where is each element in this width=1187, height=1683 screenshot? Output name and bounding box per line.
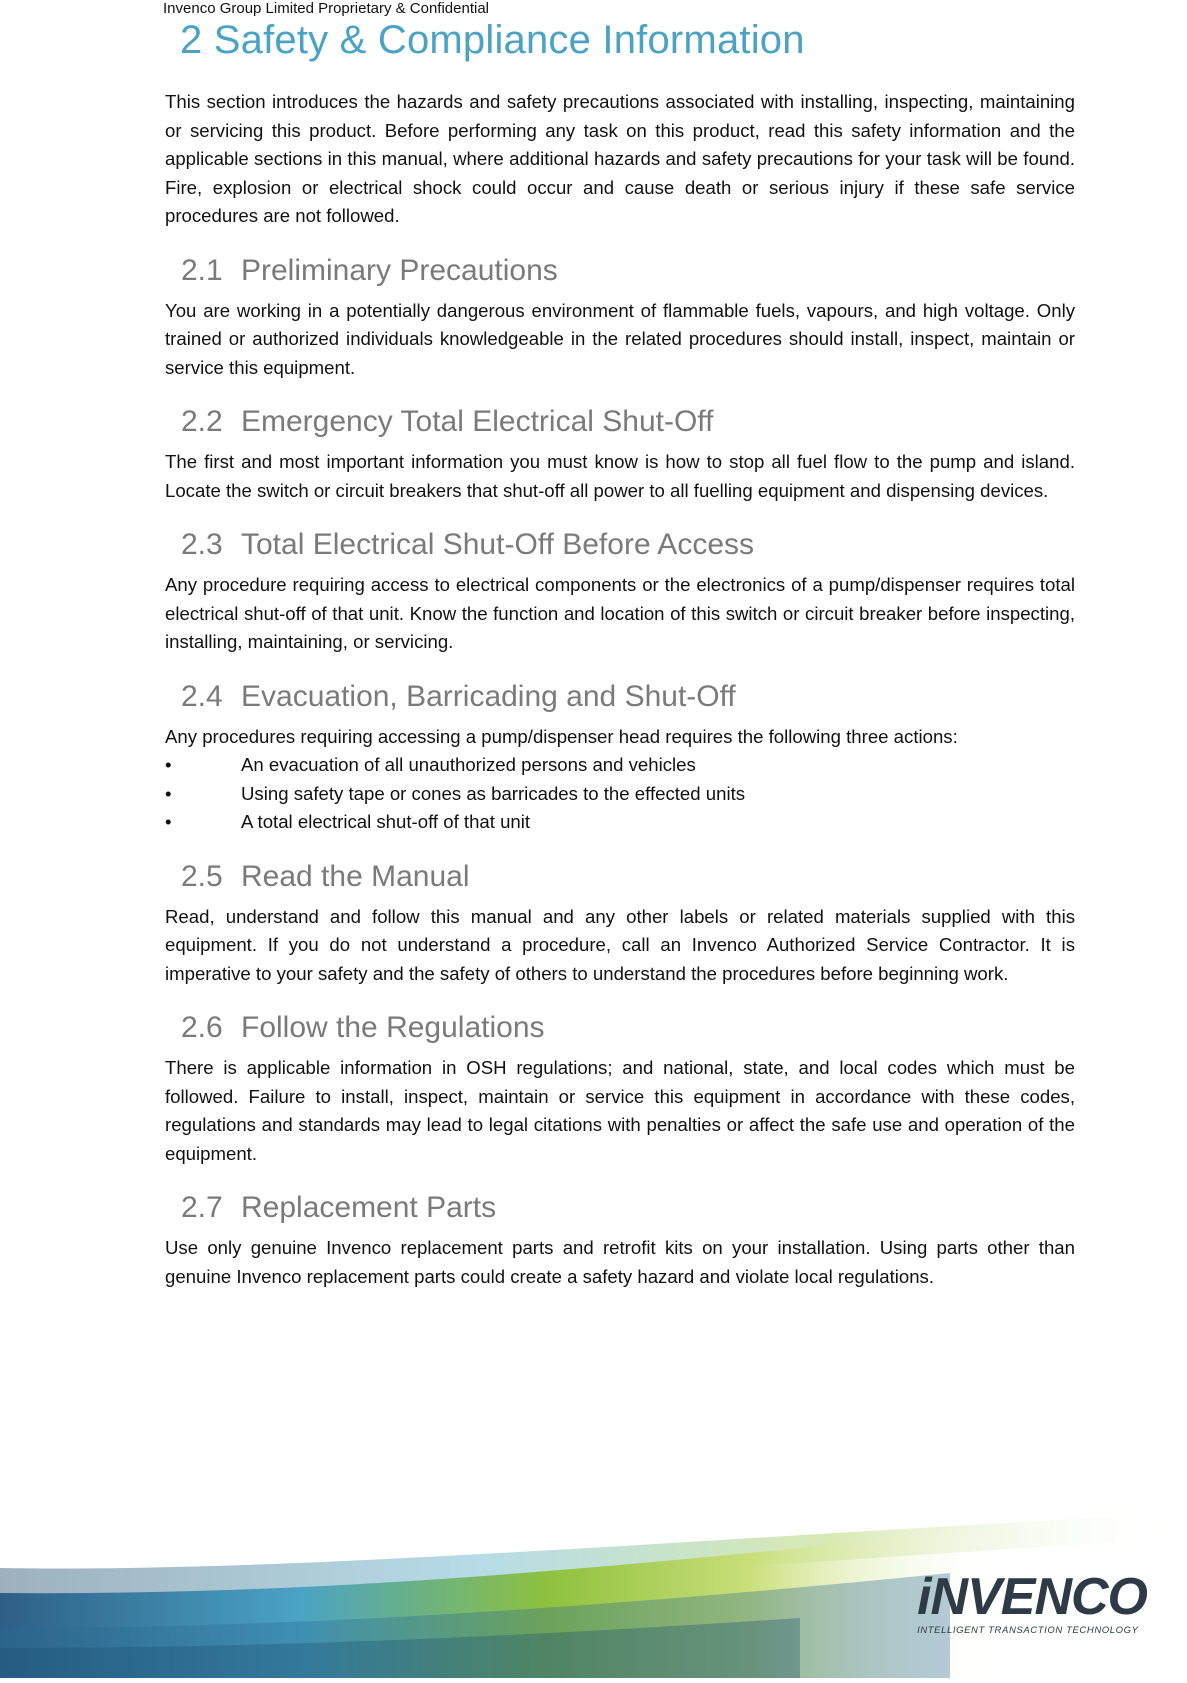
list-item-text: An evacuation of all unauthorized persons and vehicles <box>241 754 696 775</box>
section-number: 2.6 <box>181 1011 223 1044</box>
section-title: Preliminary Precautions <box>241 253 558 287</box>
section-paragraph: You are working in a potentially dangerous environment of flammable fuels, vapours, and high voltage. Only trained or authorized individuals knowledgeable in the related procedures should install, inspect, maintain or service this equipment. <box>165 299 1075 378</box>
section-heading <box>181 1010 1075 1046</box>
action-list <box>165 751 1075 837</box>
list-item <box>165 808 1075 837</box>
section-heading <box>181 679 1075 715</box>
section-number: 2.7 <box>181 1191 223 1224</box>
section-number: 2.3 <box>181 528 223 561</box>
section-heading <box>181 859 1075 895</box>
invenco-logo <box>917 1568 1147 1636</box>
section-paragraph: Read, understand and follow this manual and any other labels or related materials supplied with this equipment. If you do not understand a procedure, call an Invenco Authorized Service Contractor. It is imperative to your safety and the safety of others to understand the procedures before beginning work. <box>165 905 1075 984</box>
section-heading <box>181 1190 1075 1226</box>
footer-banner <box>0 1478 1187 1678</box>
section-paragraph: The first and most important information you must know is how to stop all fuel flow to the pump and island. Locate the switch or circuit breakers that shut-off all power to all fuelling equipment and dispensing devices. <box>165 451 1075 501</box>
bullet-icon: • <box>165 782 172 804</box>
section-paragraph: Any procedure requiring access to electrical components or the electronics of a pump/dispenser requires total electrical shut-off of that unit. Know the function and location of this switch or circuit breaker before inspecting, installing, maintaining, or servicing. <box>165 574 1075 652</box>
bullet-icon: • <box>165 754 172 775</box>
section-title: Replacement Parts <box>241 1191 497 1224</box>
list-item <box>165 780 1075 809</box>
intro-paragraph: This section introduces the hazards and safety precautions associated with installing, inspecting, maintaining or servicing this product. Before performing any task on this product, read this safety information and the applicable sections in this manual, where additional hazards and safety precautions for your task will be found. Fire, explosion or electrical shock could occur and cause death or serious injury if these safe service procedures are not followed. <box>165 91 1075 226</box>
section-title: Follow the Regulations <box>241 1011 545 1044</box>
list-item <box>165 751 1075 780</box>
section-number: 2.5 <box>181 859 223 893</box>
section-heading <box>181 404 1075 440</box>
list-item-text: Using safety tape or cones as barricades to the effected units <box>241 782 746 804</box>
section-heading <box>181 527 1075 563</box>
list-item-text: A total electrical shut-off of that unit <box>241 811 531 832</box>
section-number: 2.2 <box>181 405 223 438</box>
section-heading <box>181 253 1075 289</box>
section-title: Total Electrical Shut-Off Before Access <box>241 528 755 561</box>
section-number: 2.4 <box>181 679 223 713</box>
section-paragraph: Any procedures requiring accessing a pump/dispenser head requires the following three actions: <box>165 725 958 747</box>
section-paragraph: Use only genuine Invenco replacement parts and retrofit kits on your installation. Using parts other than genuine Invenco replacement parts could create a safety hazard and violate local regulations. <box>165 1237 1075 1287</box>
section-title: Emergency Total Electrical Shut-Off <box>241 405 714 438</box>
confidential-header: Invenco Group Limited Proprietary & Confidential <box>163 0 490 17</box>
section-title: Evacuation, Barricading and Shut-Off <box>241 679 736 713</box>
bullet-icon: • <box>165 811 172 832</box>
section-number: 2.1 <box>181 253 223 287</box>
document-body <box>165 88 1075 1291</box>
section-title: Read the Manual <box>241 859 470 893</box>
section-paragraph: There is applicable information in OSH regulations; and national, state, and local codes which must be followed. Failure to install, inspect, maintain or service this equipment in accordance with these codes, regulations and standards may lead to legal citations with penalties or affect the safe use and operation of the equipment. <box>165 1057 1075 1164</box>
page-title: 2 Safety & Compliance Information <box>180 18 805 62</box>
logo-tagline: INTELLIGENT TRANSACTION TECHNOLOGY <box>917 1625 1139 1636</box>
logo-wordmark: iNVENCO <box>917 1568 1147 1626</box>
